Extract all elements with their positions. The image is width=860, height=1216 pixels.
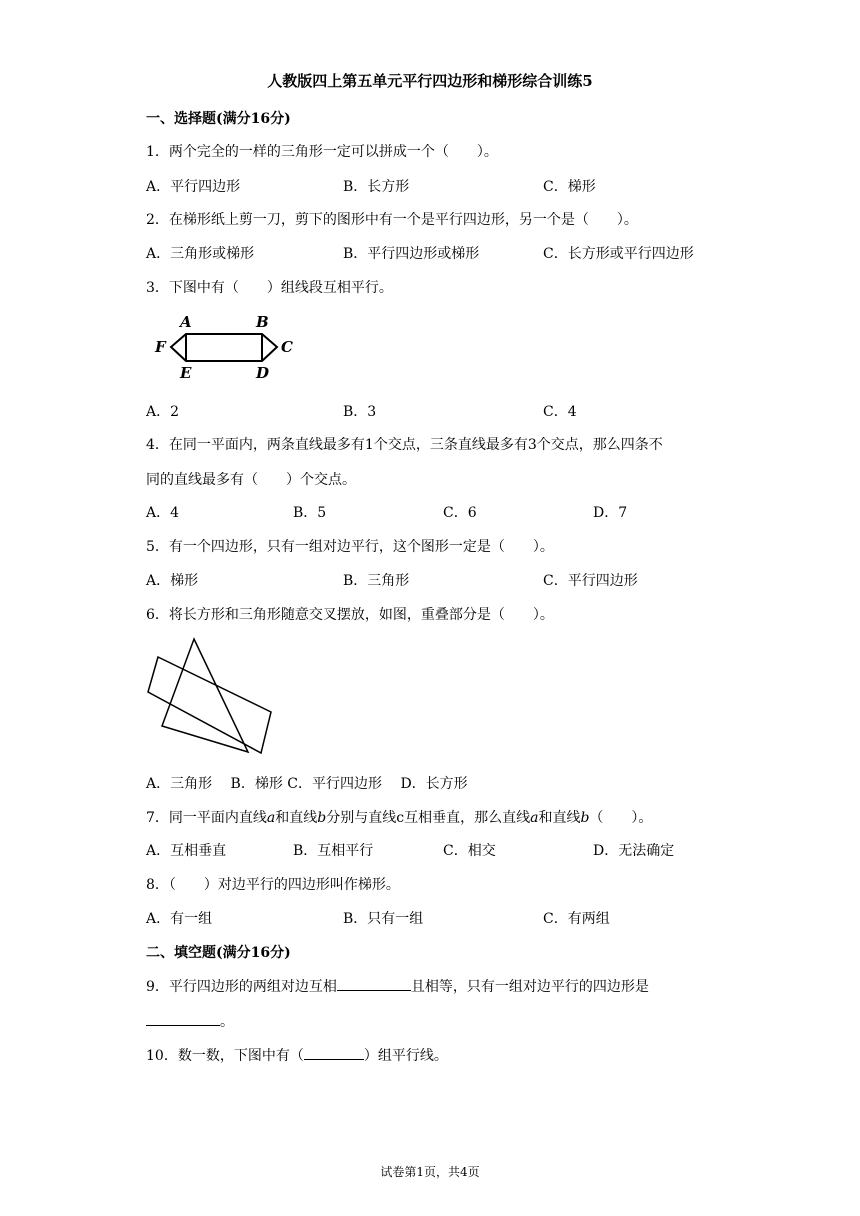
question-10: 10．数一数，下图中有（ ）组平行线。	[146, 1045, 448, 1065]
q4-option-b: B．5	[293, 505, 327, 521]
question-9-cont: 。	[146, 1011, 234, 1031]
question-9: 9．平行四边形的两组对边互相 且相等，只有一组对边平行的四边形是	[146, 976, 649, 996]
q4-option-a: A．4	[146, 505, 180, 521]
q3-label-a: A	[180, 313, 192, 331]
answer-blank[interactable]	[337, 976, 411, 991]
question-7: 7．同一平面内直线a和直线b分别与直线c互相垂直，那么直线a和直线b（ ）。	[146, 810, 653, 826]
q8-option-c: C．有两组	[543, 911, 610, 927]
q3-figure-hexagon	[152, 310, 302, 385]
q6-options: A．三角形 B．梯形 C．平行四边形 D．长方形	[146, 776, 468, 792]
q3-option-a: A．2	[146, 404, 180, 420]
q4-option-c: C．6	[443, 505, 477, 521]
question-4-line-1: 4．在同一平面内，两条直线最多有1个交点，三条直线最多有3个交点，那么四条不	[146, 437, 663, 453]
var-b: b	[580, 810, 590, 826]
question-2: 2．在梯形纸上剪一刀，剪下的图形中有一个是平行四边形，另一个是（ ）。	[146, 212, 638, 228]
q2-option-c: C．长方形或平行四边形	[543, 246, 694, 262]
q6-figure-rectangle-triangle	[144, 636, 284, 756]
answer-blank[interactable]	[304, 1045, 364, 1060]
q1-option-a: A．平行四边形	[146, 179, 241, 195]
q5-option-c: C．平行四边形	[543, 573, 638, 589]
q3-label-d: D	[256, 364, 270, 382]
q7-option-b: B．互相平行	[293, 843, 374, 859]
q2-option-b: B．平行四边形或梯形	[343, 246, 480, 262]
q8-option-a: A．有一组	[146, 911, 213, 927]
q8-option-b: B．只有一组	[343, 911, 424, 927]
var-a: a	[266, 810, 276, 826]
question-6: 6．将长方形和三角形随意交叉摆放，如图，重叠部分是（ ）。	[146, 607, 554, 623]
question-4-line-2: 同的直线最多有（ ）个交点。	[146, 472, 356, 488]
question-3: 3．下图中有（ ）组线段互相平行。	[146, 280, 393, 296]
q7-option-a: A．互相垂直	[146, 843, 227, 859]
section-heading-fill: 二、填空题(满分16分)	[146, 945, 291, 961]
q2-option-a: A．三角形或梯形	[146, 246, 255, 262]
question-5: 5．有一个四边形，只有一组对边平行，这个图形一定是（ ）。	[146, 539, 554, 555]
q7-option-d: D．无法确定	[593, 843, 675, 859]
question-1: 1．两个完全的一样的三角形一定可以拼成一个（ ）。	[146, 144, 498, 160]
q4-option-d: D．7	[593, 505, 628, 521]
q3-label-b: B	[256, 313, 269, 331]
q5-option-b: B．三角形	[343, 573, 410, 589]
section-heading-choice: 一、选择题(满分16分)	[146, 111, 291, 127]
q3-option-c: C．4	[543, 404, 577, 420]
page-title: 人教版四上第五单元平行四边形和梯形综合训练5	[267, 72, 593, 90]
q7-option-c: C．相交	[443, 843, 496, 859]
q1-option-c: C．梯形	[543, 179, 596, 195]
q1-option-b: B．长方形	[343, 179, 410, 195]
q3-option-b: B．3	[343, 404, 377, 420]
q5-option-a: A．梯形	[146, 573, 199, 589]
q3-label-c: C	[281, 338, 293, 356]
answer-blank[interactable]	[146, 1011, 220, 1026]
page-footer: 试卷第1页，共4页	[380, 1165, 480, 1179]
var-a: a	[530, 810, 539, 826]
var-b: b	[317, 810, 327, 826]
q3-label-e: E	[180, 364, 192, 382]
question-8: 8．（ ）对边平行的四边形叫作梯形。	[146, 877, 400, 893]
q3-label-f: F	[155, 338, 166, 356]
